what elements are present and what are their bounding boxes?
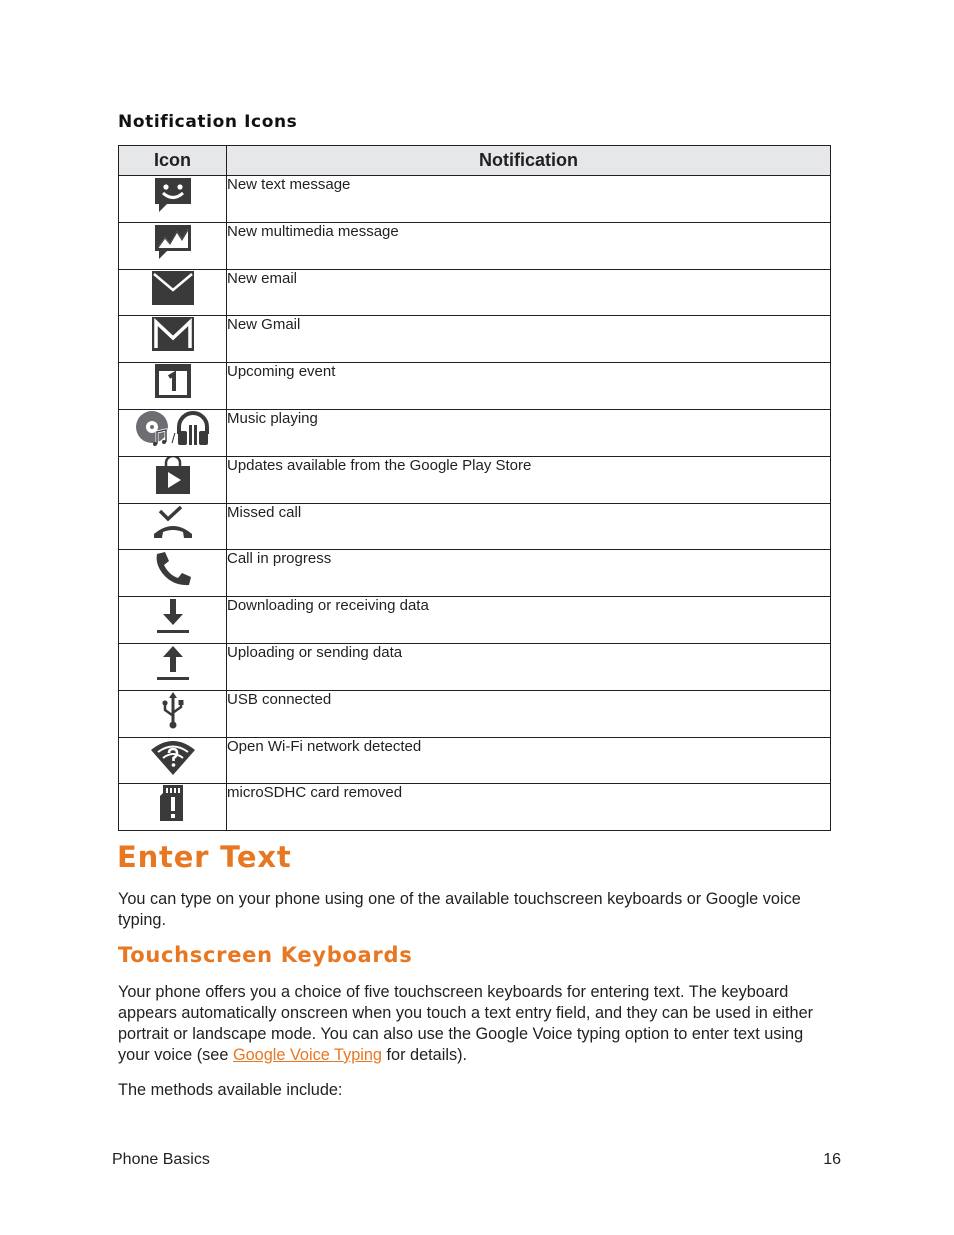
play-store-icon	[154, 457, 192, 495]
table-row	[119, 176, 831, 223]
table-row	[119, 222, 831, 269]
table-row	[119, 409, 831, 456]
open-wifi-icon	[150, 738, 196, 776]
enter-text-heading: Enter Text	[117, 840, 292, 874]
notification-text: Call in progress	[227, 550, 831, 597]
notification-text: New Gmail	[227, 316, 831, 363]
notification-text: New text message	[227, 176, 831, 223]
table-row	[119, 643, 831, 690]
table-row	[119, 550, 831, 597]
notification-text: Open Wi-Fi network detected	[227, 737, 831, 784]
notification-icons-table	[118, 145, 831, 831]
google-voice-typing-link[interactable]: Google Voice Typing	[232, 1046, 382, 1064]
notification-text: Updates available from the Google Play Store	[227, 456, 831, 503]
music-icon	[135, 410, 171, 446]
notification-text: USB connected	[227, 690, 831, 737]
download-icon	[155, 597, 191, 635]
icon-separator: /	[171, 429, 176, 446]
notification-text: microSDHC card removed	[227, 784, 831, 831]
usb-icon	[158, 691, 188, 729]
table-row	[119, 690, 831, 737]
table-row	[119, 737, 831, 784]
text-message-icon	[153, 176, 193, 214]
table-row	[119, 269, 831, 316]
notification-text: Music playing	[227, 409, 831, 456]
table-row	[119, 456, 831, 503]
notification-text: Downloading or receiving data	[227, 597, 831, 644]
footer-chapter: Phone Basics	[112, 1151, 210, 1168]
calendar-icon	[154, 363, 192, 399]
notification-text: New multimedia message	[227, 222, 831, 269]
notification-text: Missed call	[227, 503, 831, 550]
missed-call-icon	[151, 504, 195, 542]
headphones-icon	[176, 410, 210, 446]
methods-paragraph: The methods available include:	[118, 1081, 343, 1099]
upload-icon	[155, 644, 191, 682]
email-icon	[151, 270, 195, 306]
notification-text: New email	[227, 269, 831, 316]
keyboards-text-before: Your phone offers you a choice of five touchscreen keyboards for entering text. The keyboard appears automatically onscreen when you touch a text entry field, and they can be used in either portrait or landscape mode. You can also use the Google Voice typing option to enter text using your voice (see	[118, 983, 814, 1064]
table-row	[119, 503, 831, 550]
table-row	[119, 784, 831, 831]
page-number: 16	[823, 1151, 841, 1168]
multimedia-message-icon	[153, 223, 193, 261]
notification-text: Upcoming event	[227, 363, 831, 410]
keyboards-text-after: for details).	[382, 1046, 468, 1064]
touchscreen-keyboards-heading: Touchscreen Keyboards	[118, 943, 413, 967]
header-icon: Icon	[119, 146, 227, 176]
header-notification: Notification	[227, 146, 831, 176]
call-in-progress-icon	[153, 550, 193, 588]
enter-text-intro: You can type on your phone using one of the available touchscreen keyboards or Google voice typing.	[118, 890, 801, 929]
notification-text: Uploading or sending data	[227, 643, 831, 690]
table-row	[119, 316, 831, 363]
sd-card-removed-icon	[159, 784, 187, 822]
table-row	[119, 597, 831, 644]
keyboards-paragraph	[118, 982, 830, 1066]
table-row	[119, 363, 831, 410]
gmail-icon	[151, 316, 195, 352]
table-header-row	[119, 146, 831, 176]
section-title: Notification Icons	[118, 112, 298, 132]
